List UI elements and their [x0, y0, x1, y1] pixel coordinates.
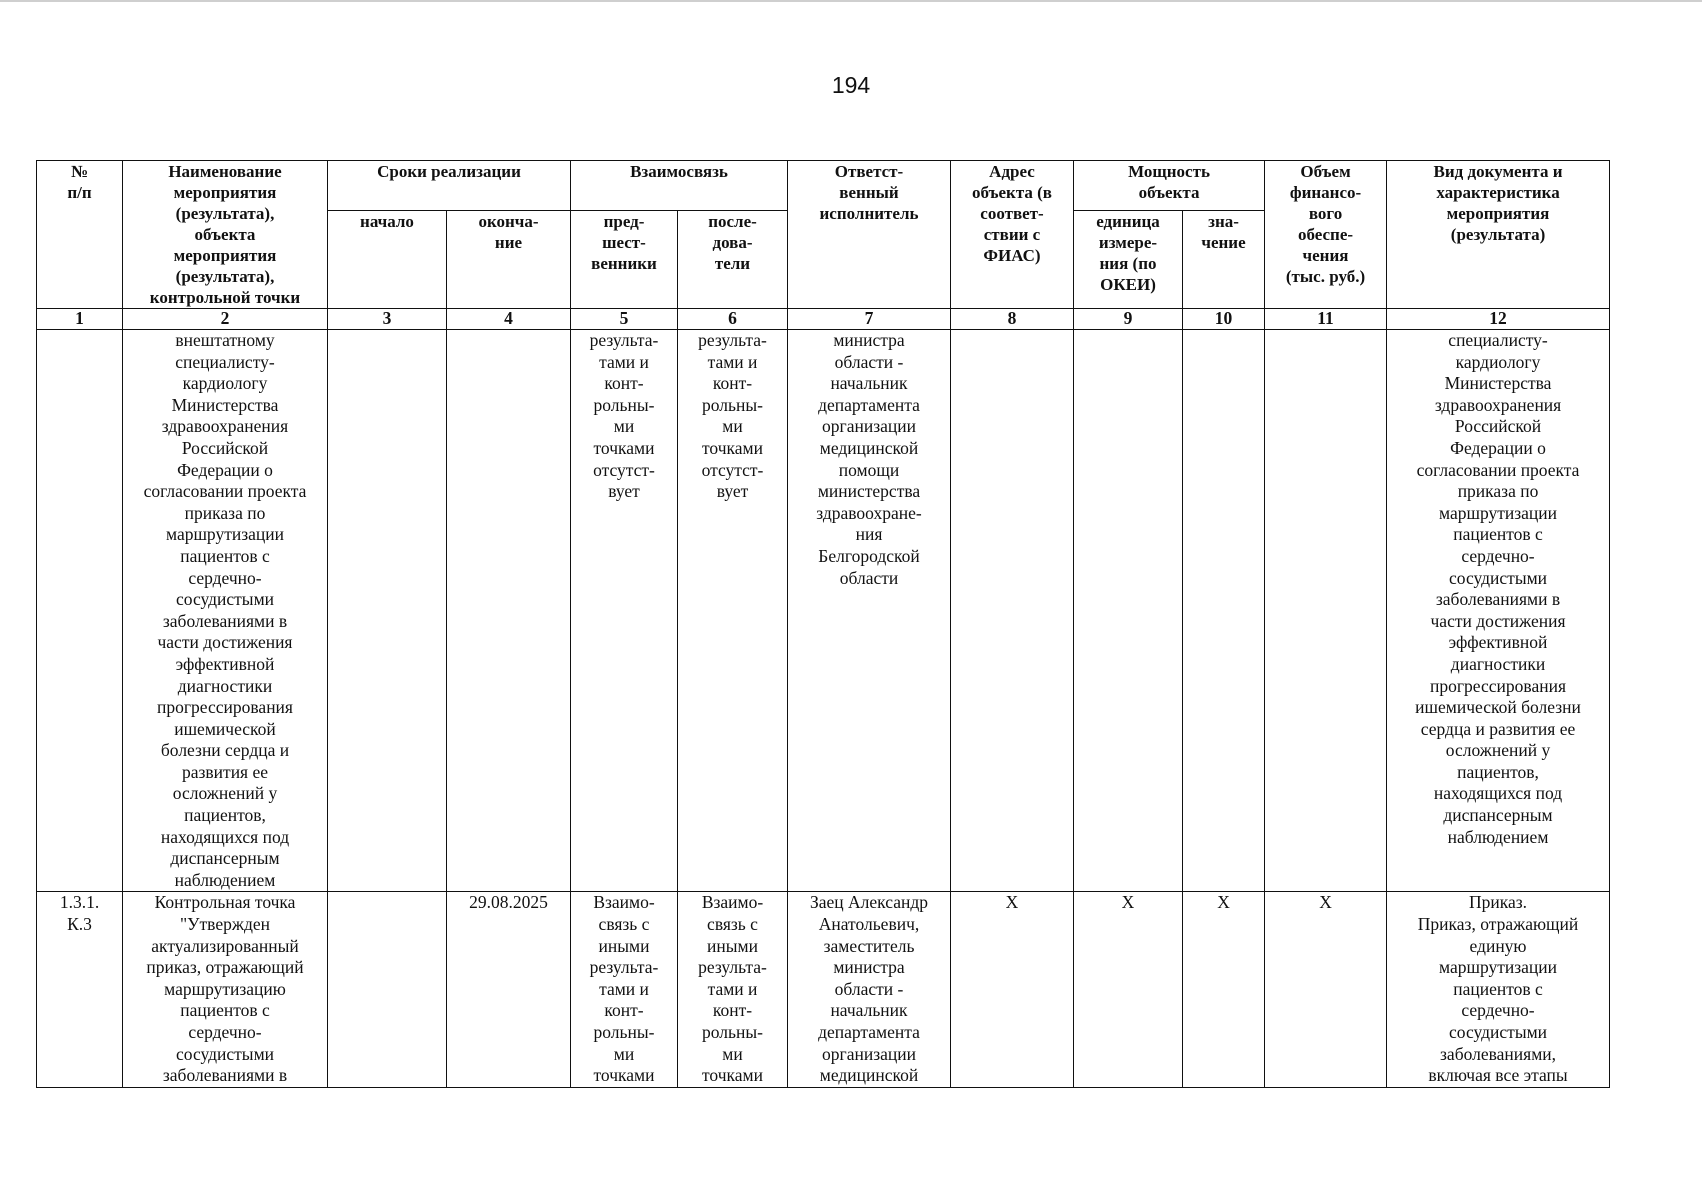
column-number: 2 [123, 309, 328, 330]
column-number: 5 [571, 309, 678, 330]
table-row [37, 892, 1610, 1087]
column-number: 7 [788, 309, 951, 330]
header-power: Мощность объекта [1074, 161, 1265, 211]
cell-succ: результа- тами и конт- рольны- ми точками отсутст- вует [678, 330, 788, 892]
column-number: 9 [1074, 309, 1183, 330]
cell-address [951, 330, 1074, 892]
cell-start [328, 330, 447, 892]
cell-unit: X [1074, 892, 1183, 1087]
cell-succ: Взаимо- связь с иными результа- тами и конт- рольны- ми точками [678, 892, 788, 1087]
column-number: 8 [951, 309, 1074, 330]
page-top-border [0, 0, 1702, 2]
cell-doc: специалисту- кардиологу Министерства здравоохранения Российской Федерации о согласовании проекта приказа по маршрутизации пациентов с сердечно- сосудистыми заболеваниями в части достижения эффективной диагностики прогрессирования ишемической болезни сердца и развития ее осложнений у пациентов, находящихся под диспансерным наблюдением [1387, 330, 1610, 892]
cell-responsible: Заец Александр Анатольевич, заместитель министра области - начальник департамента организации медицинской [788, 892, 951, 1087]
cell-responsible: министра области - начальник департамента организации медицинской помощи министерства здравоохране- ния Белгородской области [788, 330, 951, 892]
cell-num [37, 330, 123, 892]
cell-name: Контрольная точка "Утвержден актуализированный приказ, отражающий маршрутизацию пациентов с сердечно- сосудистыми заболеваниями в [123, 892, 328, 1087]
cell-value: X [1183, 892, 1265, 1087]
column-number: 6 [678, 309, 788, 330]
header-power-unit: единица измере- ния (по ОКЕИ) [1074, 211, 1183, 309]
column-number-row [37, 309, 1610, 330]
cell-num: 1.3.1. К.3 [37, 892, 123, 1087]
header-responsible: Ответст- венный исполнитель [788, 161, 951, 309]
column-number: 4 [447, 309, 571, 330]
column-number: 11 [1265, 309, 1387, 330]
page-number: 194 [831, 72, 871, 98]
column-number: 1 [37, 309, 123, 330]
table-row [37, 330, 1610, 892]
cell-finance [1265, 330, 1387, 892]
header-link-succ: после- дова- тели [678, 211, 788, 309]
header-terms-end: оконча- ние [447, 211, 571, 309]
cell-pred: Взаимо- связь с иными результа- тами и конт- рольны- ми точками [571, 892, 678, 1087]
header-row-top [37, 161, 1610, 211]
header-terms-start: начало [328, 211, 447, 309]
cell-doc: Приказ. Приказ, отражающий единую маршрутизации пациентов с сердечно- сосудистыми заболеваниями, включая все этапы [1387, 892, 1610, 1087]
cell-finance: X [1265, 892, 1387, 1087]
cell-start [328, 892, 447, 1087]
header-address: Адрес объекта (в соответ- ствии с ФИАС) [951, 161, 1074, 309]
cell-end: 29.08.2025 [447, 892, 571, 1087]
header-link: Взаимосвязь [571, 161, 788, 211]
plan-table [36, 160, 1610, 1088]
header-finance: Объем финансо- вого обеспе- чения (тыс. руб.) [1265, 161, 1387, 309]
cell-name: внештатному специалисту- кардиологу Министерства здравоохранения Российской Федерации о согласовании проекта приказа по маршрутизации пациентов с сердечно- сосудистыми заболеваниями в части достижения эффективной диагностики прогрессирования ишемической болезни сердца и развития ее осложнений у пациентов, находящихся под диспансерным наблюдением [123, 330, 328, 892]
header-terms: Сроки реализации [328, 161, 571, 211]
header-name: Наименование мероприятия (результата), объекта мероприятия (результата), контрольной точки [123, 161, 328, 309]
column-number: 10 [1183, 309, 1265, 330]
header-doc: Вид документа и характеристика мероприятия (результата) [1387, 161, 1610, 309]
cell-pred: результа- тами и конт- рольны- ми точками отсутст- вует [571, 330, 678, 892]
column-number: 3 [328, 309, 447, 330]
header-num: № п/п [37, 161, 123, 309]
header-power-value: зна- чение [1183, 211, 1265, 309]
cell-value [1183, 330, 1265, 892]
cell-address: X [951, 892, 1074, 1087]
column-number: 12 [1387, 309, 1610, 330]
header-link-pred: пред- шест- венники [571, 211, 678, 309]
cell-end [447, 330, 571, 892]
cell-unit [1074, 330, 1183, 892]
